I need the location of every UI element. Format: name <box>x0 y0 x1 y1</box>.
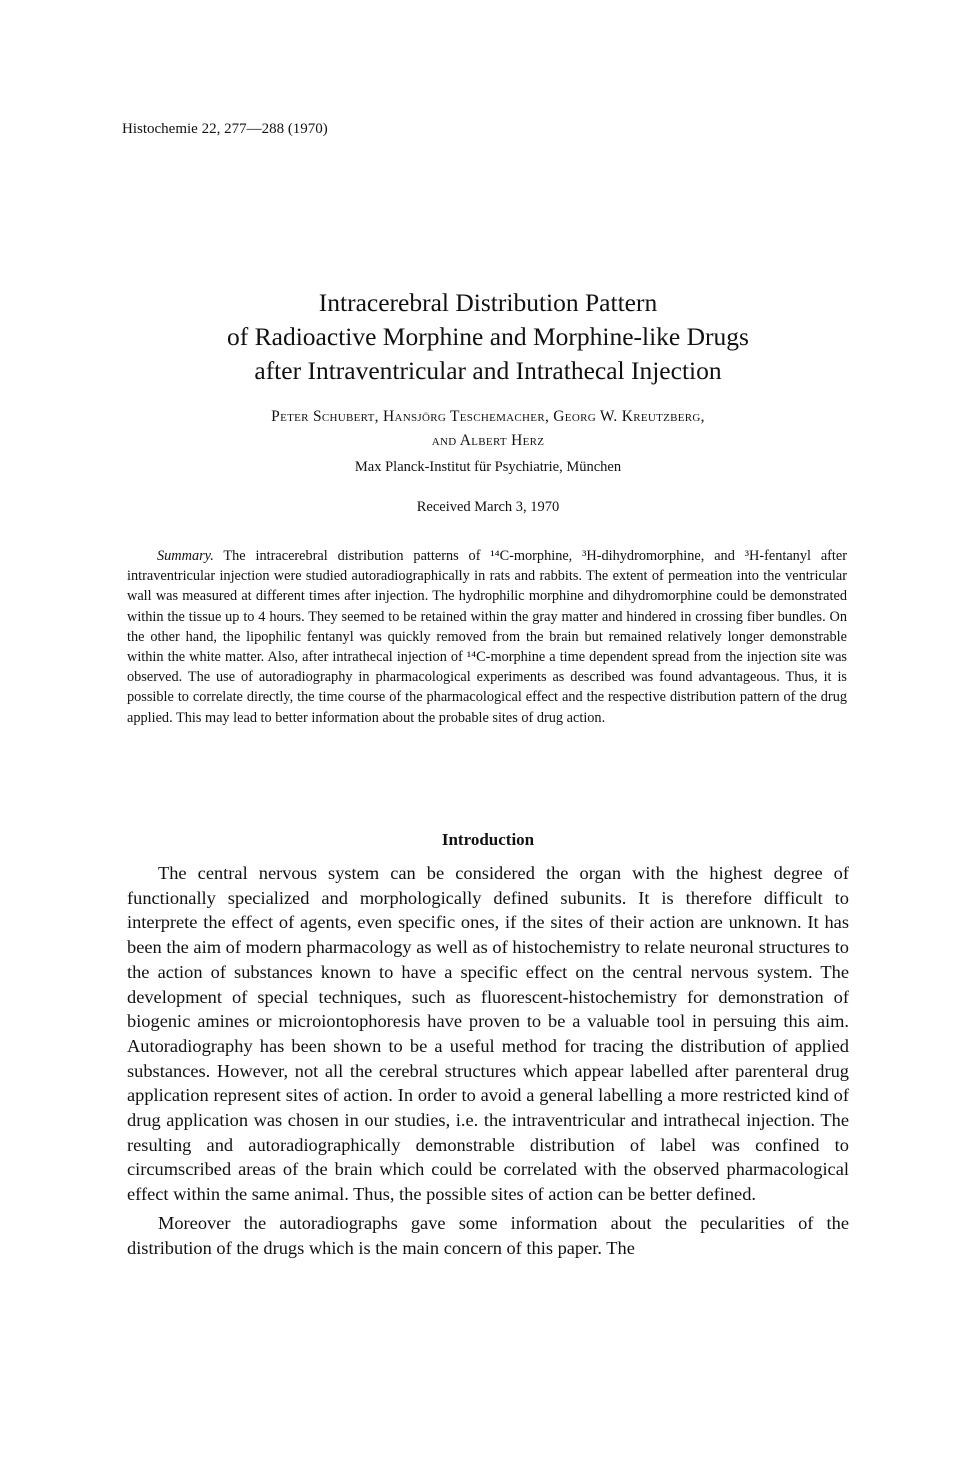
abstract-lead: Summary. <box>157 548 214 564</box>
section-heading-introduction: Introduction <box>441 830 535 849</box>
authors-line-1: Peter Schubert, Hansjörg Teschemacher, Georg W. Kreutzberg, <box>271 408 705 425</box>
affiliation: Max Planck-Institut für Psychiatrie, München <box>354 459 622 475</box>
journal-reference: Histochemie 22, 277—288 (1970) <box>122 121 328 137</box>
authors-line-2: and Albert Herz <box>431 432 545 449</box>
abstract-text: The intracerebral distribution patterns of ¹⁴C-morphine, ³H-dihydromorphine, and ³H-fentanyl after intraventricular injection were studied autoradiographically in rats and rabbits. The extent of permeation into the ventricular wall was measured at different times after injection. The hydrophilic morphine and dihydromorphine could be demonstrated within the tissue up to 4 hours. They seemed to be retained within the gray matter and hindered in crossing fiber bundles. On the other hand, the lipophilic fentanyl was quickly removed from the brain but remained relatively longer demonstrable within the white matter. Also, after intrathecal injection of ¹⁴C-morphine a time dependent spread from the injection site was observed. The use of autoradiography in pharmacological experiments as described was found advantageous. Thus, it is possible to correlate directly, the time course of the pharmacological effect and the respective distribution pattern of the drug applied. This may lead to better information about the probable sites of drug action. <box>127 548 847 726</box>
received-date: Received March 3, 1970 <box>416 499 560 515</box>
introduction-paragraph-2: Moreover the autoradiographs gave some information about the pecularities of the distribution of the drugs which is the main concern of this paper. The <box>127 1212 849 1258</box>
paper-title <box>0 286 976 388</box>
abstract <box>127 546 847 728</box>
author-list <box>0 405 976 453</box>
title-line-1: Intracerebral Distribution Pattern <box>318 288 658 317</box>
introduction-body <box>127 861 849 1264</box>
introduction-paragraph-1: The central nervous system can be considered the organ with the highest degree of functionally specialized and morphologically defined subunits. It is therefore difficult to interprete the effect of agents, even specific ones, if the sites of their action are unknown. It has been the aim of modern pharmacology as well as of histochemistry to relate neuronal structures to the action of substances known to have a specific effect on the central nervous system. The development of special techniques, such as fluorescent-histochemistry for demonstration of biogenic amines or microiontophoresis have proven to be a valuable tool in persuing this aim. Autoradiography has been shown to be a useful method for tracing the distribution of applied substances. However, not all the cerebral structures which appear labelled after parenteral drug application represent sites of action. In order to avoid a general labelling a more restricted kind of drug application was chosen in our studies, i.e. the intraventricular and intrathecal injection. The resulting and autoradiographically demonstrable distribution of label was confined to circumscribed areas of the brain which could be correlated with the observed pharmacological effect within the same animal. Thus, the possible sites of action can be better defined. <box>127 863 849 1205</box>
title-line-2: of Radioactive Morphine and Morphine-like Drugs <box>227 322 749 351</box>
title-line-3: after Intraventricular and Intrathecal Injection <box>254 356 722 385</box>
